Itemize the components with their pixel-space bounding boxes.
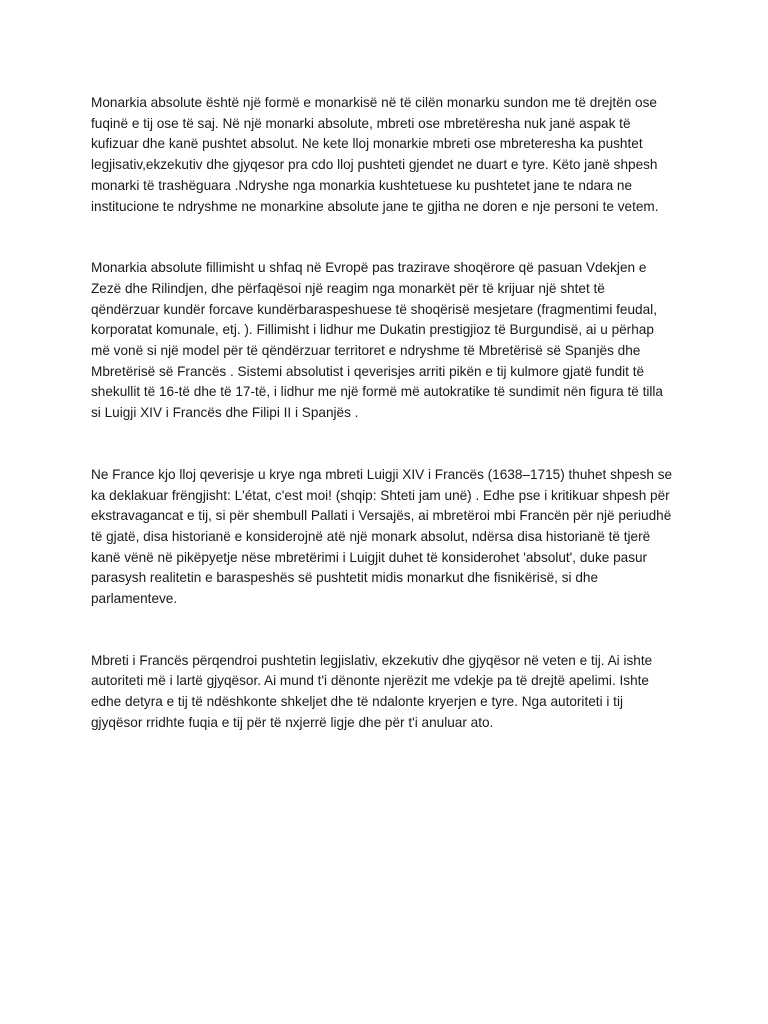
paragraph-louis-xiv: Ne France kjo lloj qeverisje u krye nga mbreti Luigji XIV i Francës (1638–1715) thuhet shpesh se ka deklakuar frëngjisht: L'état, c'est moi! (shqip: Shteti jam unë) . Edhe pse i kritikuar shpesh për ekstravagancat e tij, si për shembull Pallati i Versajës, ai mbretëroi mbi Francën për një periudhë të gjatë, disa historianë e konsiderojnë atë një monark absolut, ndërsa disa historianë të tjerë kanë vënë në pikëpyetje nëse mbretërimi i Luigjit duhet të konsiderohet 'absolut', duke pasur parasysh realitetin e baraspeshës së pushtetit midis monarkut dhe fisnikërisë, si dhe parlamenteve. bbox=[91, 466, 673, 607]
paragraph-king-powers: Mbreti i Francës përqendroi pushtetin legjislativ, ekzekutiv dhe gjyqësor në veten e tij. Ai ishte autoriteti më i lartë gjyqësor. Ai mund t'i dënonte njerëzit me vdekje pa të drejtë apelimi. Ishte edhe detyra e tij të ndëshkonte shkeljet dhe të ndalonte kryerjen e tyre. Nga autoriteti i tij gjyqësor rridhte fuqia e tij për të nxjerrë ligje dhe për t'i anuluar ato. bbox=[91, 652, 653, 730]
paragraph-origins: Monarkia absolute fillimisht u shfaq në Evropë pas trazirave shoqërore që pasuan Vdekjen e Zezë dhe Rilindjen, dhe përfaqësoi një reagim nga monarkët për të krijuar një shtet të qëndërzuar kundër forcave kundërbaraspeshuese të shoqërisë mesjetare (fragmentimi feudal, korporatat komunale, etj. ). Fillimisht i lidhur me Dukatin prestigjioz të Burgundisë, ai u përhap më vonë si një model për të qëndërzuar territoret e ndryshme të Mbretërisë së Spanjës dhe Mbretërisë së Francës . Sistemi absolutist i qeverisjes arriti pikën e tij kulmore gjatë fundit të shekullit të 16-të dhe të 17-të, i lidhur me një formë më autokratike të sundimit nën figura të tilla si Luigji XIV i Francës dhe Filipi II i Spanjës . bbox=[91, 260, 663, 421]
paragraph-definition: Monarkia absolute është një formë e monarkisë në të cilën monarku sundon me të drejtën ose fuqinë e tij ose të saj. Në një monarki absolute, mbreti ose mbretëresha nuk janë aspak të kufizuar dhe kanë pushtet absolut. Ne kete lloj monarkie mbreti ose mbreteresha ka pushtet legjisativ,ekzekutiv dhe gjyqesor pra cdo lloj pushteti gjendet ne duart e tyre. Këto janë shpesh monarki të trashëguara .Ndryshe nga monarkia kushtetuese ku pushtetet jane te ndara ne institucione te ndryshme ne monarkine absolute jane te gjitha ne doren e nje personi te vetem. bbox=[91, 95, 659, 214]
